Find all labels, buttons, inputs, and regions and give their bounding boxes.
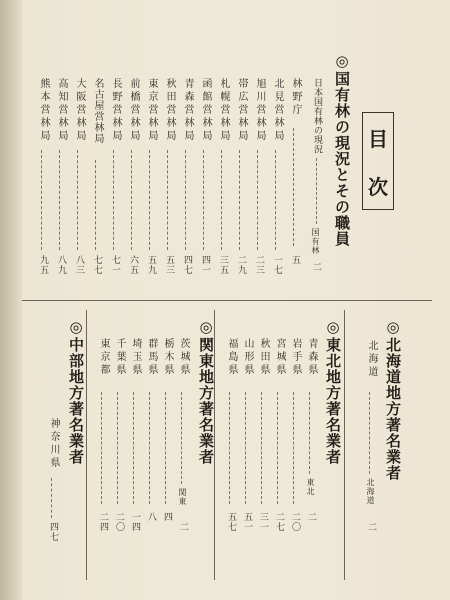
upper-subheading-page: 二 — [311, 262, 321, 272]
leader-line — [203, 150, 204, 250]
leader-line — [113, 150, 114, 250]
toc-item: 旭川営林局 — [254, 78, 265, 143]
toc-title-char-2: 次 — [368, 175, 388, 199]
leader-line — [51, 478, 52, 518]
leader-line — [261, 392, 262, 504]
toc-item: 東京営林局 — [146, 78, 157, 143]
kanto-page: 二〇 — [114, 512, 124, 532]
leader-line — [309, 392, 310, 474]
leader-line — [167, 150, 168, 250]
leader-line — [149, 150, 150, 250]
toc-item: 名古屋営林局 — [92, 78, 103, 144]
tohoku-page: 二〇 — [290, 512, 300, 532]
leader-line — [117, 392, 118, 504]
leader-line — [257, 150, 258, 250]
toc-page: 二三 — [254, 255, 264, 275]
toc-item: 帯広営林局 — [236, 78, 247, 143]
toc-page: 五 — [290, 255, 300, 265]
leader-line — [221, 150, 222, 250]
tohoku-item: 山形県 — [242, 338, 253, 377]
tohoku-page: 五一 — [242, 512, 252, 532]
toc-page: 五九 — [146, 255, 156, 275]
tohoku-item: 福島県 — [226, 338, 237, 377]
toc-page: 七一 — [110, 255, 120, 275]
toc-item: 函館営林局 — [200, 78, 211, 143]
tohoku-page: 二七 — [274, 512, 284, 532]
kanto-page: 一四 — [130, 512, 140, 532]
kanto-heading: ◎関東地方著名業者 — [197, 318, 215, 465]
toc-page: 八九 — [56, 255, 66, 275]
toc-item: 高知営林局 — [56, 78, 67, 143]
kanto-item: 東京都 — [98, 338, 109, 377]
leader-line — [245, 392, 246, 504]
tohoku-heading: ◎東北地方著名業者 — [324, 318, 342, 465]
toc-page: 六五 — [128, 255, 138, 275]
kanto-page: 二四 — [98, 512, 108, 532]
kanto-page: 四 — [162, 512, 172, 522]
toc-item: 大阪営林局 — [74, 78, 85, 143]
toc-page: 四一 — [200, 255, 210, 275]
tohoku-item: 青森県 — [306, 338, 317, 377]
tohoku-page: 二 — [306, 512, 316, 522]
tohoku-page: 三一 — [258, 512, 268, 532]
kanto-item: 千葉県 — [114, 338, 125, 377]
toc-item: 秋田営林局 — [164, 78, 175, 143]
leader-line — [41, 150, 42, 250]
tohoku-item: 岩手県 — [290, 338, 301, 377]
toc-item: 前橋営林局 — [128, 78, 139, 143]
toc-page: 九五 — [38, 255, 48, 275]
upper-subheading-tag: 国有林 — [311, 228, 320, 255]
kanto-item: 栃木県 — [162, 338, 173, 377]
toc-page: 八三 — [74, 255, 84, 275]
leader-line — [369, 392, 370, 474]
leader-line — [131, 150, 132, 250]
hokkaido-heading: ◎北海道地方著名業者 — [384, 318, 402, 481]
chubu-page: 四七 — [48, 522, 58, 542]
leader-line — [293, 392, 294, 504]
leader-line — [277, 392, 278, 504]
tohoku-item: 宮城県 — [274, 338, 285, 377]
block-divider — [344, 310, 345, 580]
leader-line — [133, 392, 134, 504]
toc-item: 北見営林局 — [272, 78, 283, 143]
tohoku-tag: 東北 — [306, 478, 315, 496]
upper-subheading: 日本国有林の現況 — [312, 78, 322, 154]
hokkaido-tag: 北海道 — [366, 478, 375, 505]
leader-line — [77, 150, 78, 250]
toc-page: 五三 — [164, 255, 174, 275]
chubu-heading: ◎中部地方著名業者 — [67, 318, 85, 465]
hokkaido-page: 二 — [366, 522, 376, 532]
leader-line — [165, 392, 166, 504]
kanto-page: 二 — [178, 522, 188, 532]
chubu-item: 神奈川県 — [48, 418, 59, 470]
leader-line — [59, 150, 60, 250]
toc-title-char-1: 目 — [368, 127, 388, 151]
leader-line — [185, 150, 186, 250]
toc-item: 長野営林局 — [110, 78, 121, 143]
toc-page: 七七 — [92, 255, 102, 275]
tohoku-page: 五七 — [226, 512, 236, 532]
leader-line — [95, 160, 96, 250]
kanto-item: 埼玉県 — [130, 338, 141, 377]
tohoku-item: 秋田県 — [258, 338, 269, 377]
leader-line — [316, 158, 317, 224]
kanto-tag: 関東 — [178, 488, 187, 506]
leader-line — [239, 150, 240, 250]
page-edge-shadow — [0, 0, 22, 600]
kanto-item: 茨城県 — [178, 338, 189, 377]
section-divider — [22, 300, 432, 301]
toc-item: 青森営林局 — [182, 78, 193, 143]
leader-line — [293, 128, 294, 246]
toc-title-box — [362, 112, 394, 210]
kanto-page: 八 — [146, 512, 156, 522]
toc-page: 二九 — [236, 255, 246, 275]
leader-line — [181, 392, 182, 484]
hokkaido-item: 北海道 — [366, 340, 377, 379]
toc-item: 札幌営林局 — [218, 78, 229, 143]
kanto-item: 群馬県 — [146, 338, 157, 377]
toc-page: 一七 — [272, 255, 282, 275]
toc-page: 四七 — [182, 255, 192, 275]
leader-line — [101, 392, 102, 504]
toc-page: 三五 — [218, 255, 228, 275]
leader-line — [229, 392, 230, 504]
leader-line — [149, 392, 150, 504]
leader-line — [275, 150, 276, 250]
toc-item: 熊本営林局 — [38, 78, 49, 143]
toc-item: 林野庁 — [290, 78, 301, 117]
upper-section-heading: ◎国有林の現況とその職員 — [333, 52, 351, 247]
